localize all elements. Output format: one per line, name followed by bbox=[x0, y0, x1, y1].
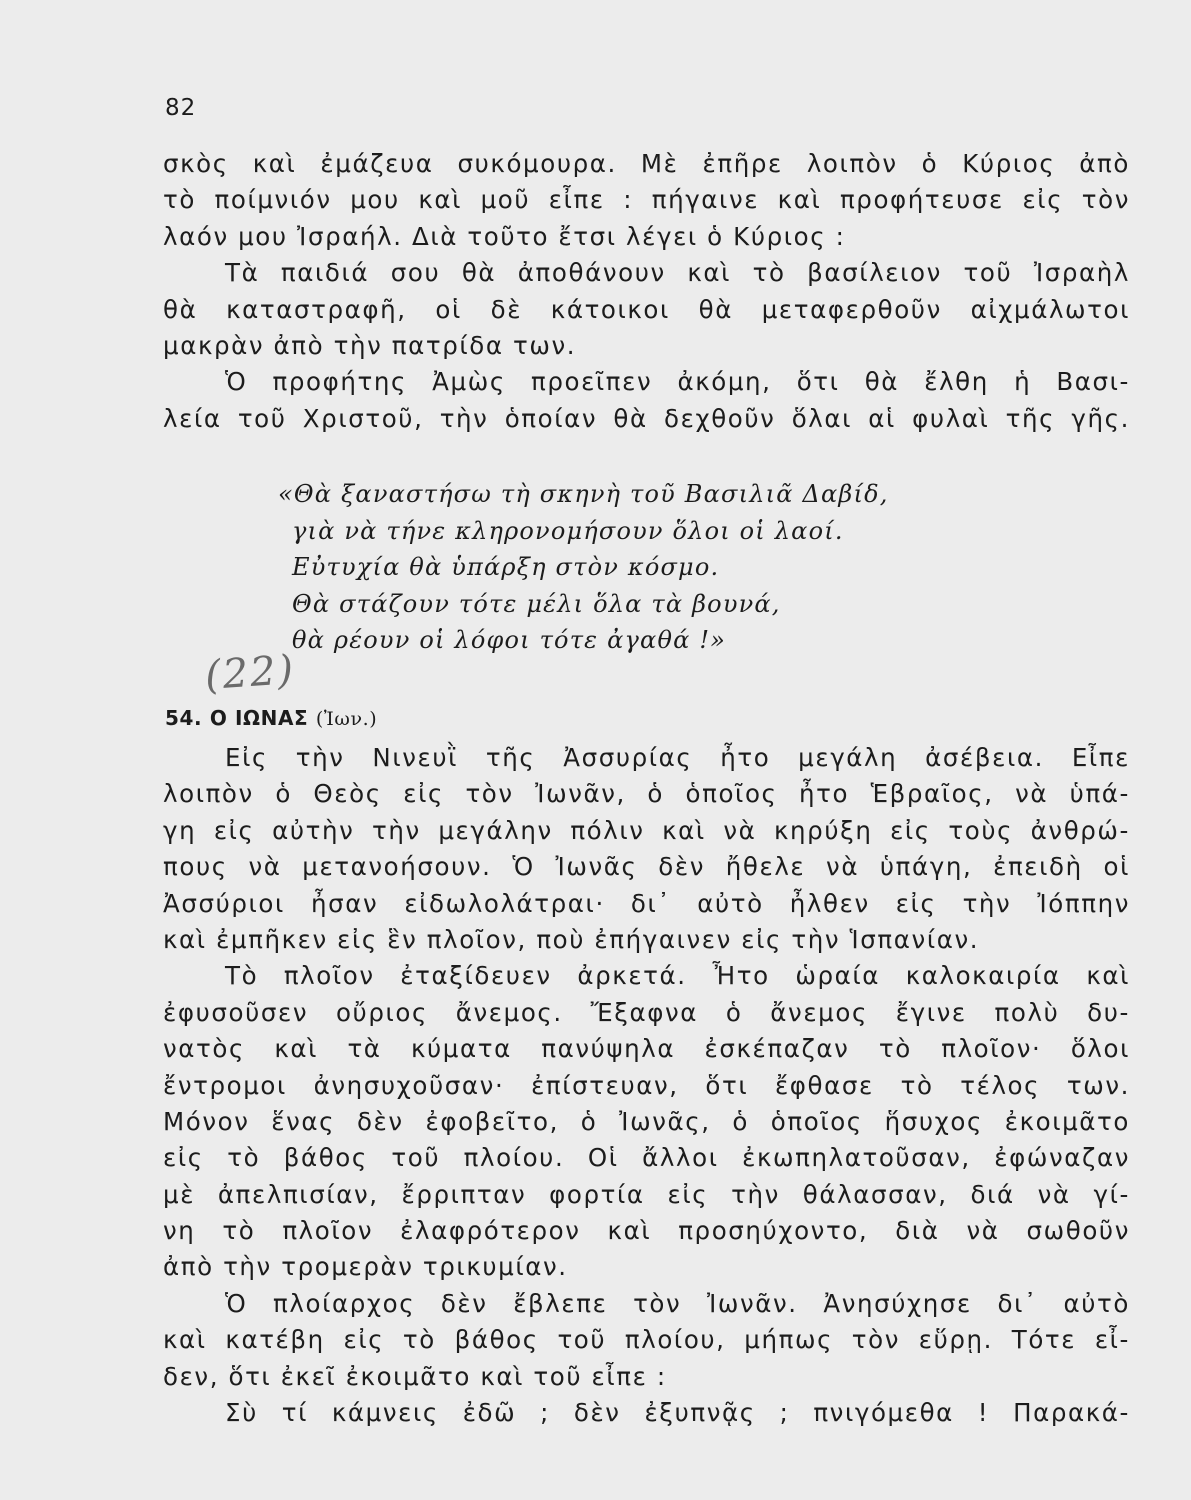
handwritten-annotation: (22) bbox=[203, 646, 297, 700]
text-line: γη εἰς αὐτὴν τὴν μεγάλην πόλιν καὶ νὰ κηρύξη εἰς τοὺς ἀνθρώ- bbox=[163, 815, 1130, 845]
text-line: λεία τοῦ Χριστοῦ, τὴν ὁποίαν θὰ δεχθοῦν ὅλαι αἱ φυλαὶ τῆς γῆς. bbox=[163, 403, 1130, 433]
text-line: τὸ ποίμνιόν μου καὶ μοῦ εἶπε : πήγαινε καὶ προφήτευσε εἰς τὸν bbox=[163, 185, 1130, 215]
text-line: Τὸ πλοῖον ἐταξίδευεν ἀρκετά. Ἦτο ὡραία καλοκαιρία καὶ bbox=[225, 961, 1130, 991]
text-line: θὰ καταστραφῆ, οἱ δὲ κάτοικοι θὰ μεταφερθοῦν αἰχμάλωτοι bbox=[163, 294, 1130, 324]
text-line: καὶ ἐμπῆκεν εἰς ἓν πλοῖον, ποὺ ἐπήγαινεν εἰς τὴν Ἱσπανίαν. bbox=[163, 924, 980, 954]
text-line: δεν, ὅτι ἐκεῖ ἐκοιμᾶτο καὶ τοῦ εἶπε : bbox=[163, 1361, 667, 1391]
text-line: Ἀσσύριοι ἦσαν εἰδωλολάτραι· δι᾽ αὐτὸ ἦλθεν εἰς τὴν Ἰόππην bbox=[163, 888, 1130, 918]
text-line: Σὺ τί κάμνεις ἐδῶ ; δὲν ἐξυπνᾷς ; πνιγόμεθα ! Παρακά- bbox=[225, 1398, 1130, 1428]
text-block-top bbox=[163, 146, 1130, 437]
poem-line: γιὰ νὰ τήνε κληρονομήσουν ὅλοι οἱ λαοί. bbox=[292, 516, 844, 545]
text-block-bottom bbox=[163, 740, 1130, 1431]
text-line: Τὰ παιδιά σου θὰ ἀποθάνουν καὶ τὸ βασίλειον τοῦ Ἰσραὴλ bbox=[225, 258, 1130, 288]
text-line: μακρὰν ἀπὸ τὴν πατρίδα των. bbox=[163, 330, 577, 360]
text-line: πους νὰ μετανοήσουν. Ὁ Ἰωνᾶς δὲν ἤθελε νὰ ὑπάγη, ἐπειδὴ οἱ bbox=[163, 852, 1130, 882]
poem-line: θὰ ρέουν οἱ λόφοι τότε ἀγαθά !» bbox=[292, 626, 727, 655]
text-line: ἔντρομοι ἀνησυχοῦσαν· ἐπίστευαν, ὅτι ἔφθασε τὸ τέλος των. bbox=[163, 1070, 1130, 1100]
poem-line: «Θὰ ξαναστήσω τὴ σκηνὴ τοῦ Βασιλιᾶ Δαβίδ, bbox=[278, 480, 889, 508]
section-number: 54. bbox=[165, 706, 203, 730]
text-line: Ὁ πλοίαρχος δὲν ἔβλεπε τὸν Ἰωνᾶν. Ἀνησύχησε δι᾽ αὐτὸ bbox=[225, 1288, 1130, 1318]
text-line: σκὸς καὶ ἐμάζευα συκόμουρα. Μὲ ἐπῆρε λοιπὸν ὁ Κύριος ἀπὸ bbox=[163, 149, 1130, 178]
text-line: Μόνον ἕνας δὲν ἐφοβεῖτο, ὁ Ἰωνᾶς, ὁ ὁποῖος ἥσυχος ἐκοιμᾶτο bbox=[163, 1106, 1130, 1136]
text-line: ἀπὸ τὴν τρομερὰν τρικυμίαν. bbox=[163, 1252, 568, 1282]
text-line: Ὁ προφήτης Ἀμὼς προεῖπεν ἀκόμη, ὅτι θὰ ἔλθη ἡ Βασι- bbox=[225, 367, 1130, 397]
text-line: Εἰς τὴν Νινευῒ τῆς Ἀσσυρίας ἦτο μεγάλη ἀσέβεια. Εἶπε bbox=[225, 743, 1130, 772]
text-line: καὶ κατέβη εἰς τὸ βάθος τοῦ πλοίου, μήπως τὸν εὕρῃ. Τότε εἶ- bbox=[163, 1325, 1130, 1355]
text-line: μὲ ἀπελπισίαν, ἔρριπταν φορτία εἰς τὴν θάλασσαν, διά νὰ γί- bbox=[163, 1179, 1130, 1209]
section-title: Ο ΙΩΝΑΣ bbox=[209, 706, 309, 730]
poem-line: Εὐτυχία θὰ ὑπάρξη στὸν κόσμο. bbox=[292, 553, 720, 582]
text-line: νη τὸ πλοῖον ἐλαφρότερον καὶ προσηύχοντο, διὰ νὰ σωθοῦν bbox=[163, 1216, 1130, 1246]
text-line: λαόν μου Ἰσραήλ. Διὰ τοῦτο ἔτσι λέγει ὁ Κύριος : bbox=[163, 221, 846, 251]
prophecy-poem bbox=[278, 476, 889, 659]
text-line: ἐφυσοῦσεν οὔριος ἄνεμος. Ἔξαφνα ὁ ἄνεμος ἔγινε πολὺ δυ- bbox=[163, 997, 1130, 1027]
text-line: νατὸς καὶ τὰ κύματα πανύψηλα ἐσκέπαζαν τὸ πλοῖον· ὅλοι bbox=[163, 1034, 1130, 1064]
page-number: 82 bbox=[165, 95, 197, 121]
text-line: λοιπὸν ὁ Θεὸς εἰς τὸν Ἰωνᾶν, ὁ ὁποῖος ἦτο Ἑβραῖος, νὰ ὑπά- bbox=[163, 779, 1130, 809]
section-abbreviation: (Ἰων.) bbox=[315, 708, 378, 730]
section-heading bbox=[165, 706, 377, 730]
poem-line: Θὰ στάζουν τότε μέλι ὅλα τὰ βουνά, bbox=[292, 589, 781, 618]
text-line: εἰς τὸ βάθος τοῦ πλοίου. Οἱ ἄλλοι ἐκωπηλατοῦσαν, ἐφώναζαν bbox=[163, 1143, 1130, 1173]
